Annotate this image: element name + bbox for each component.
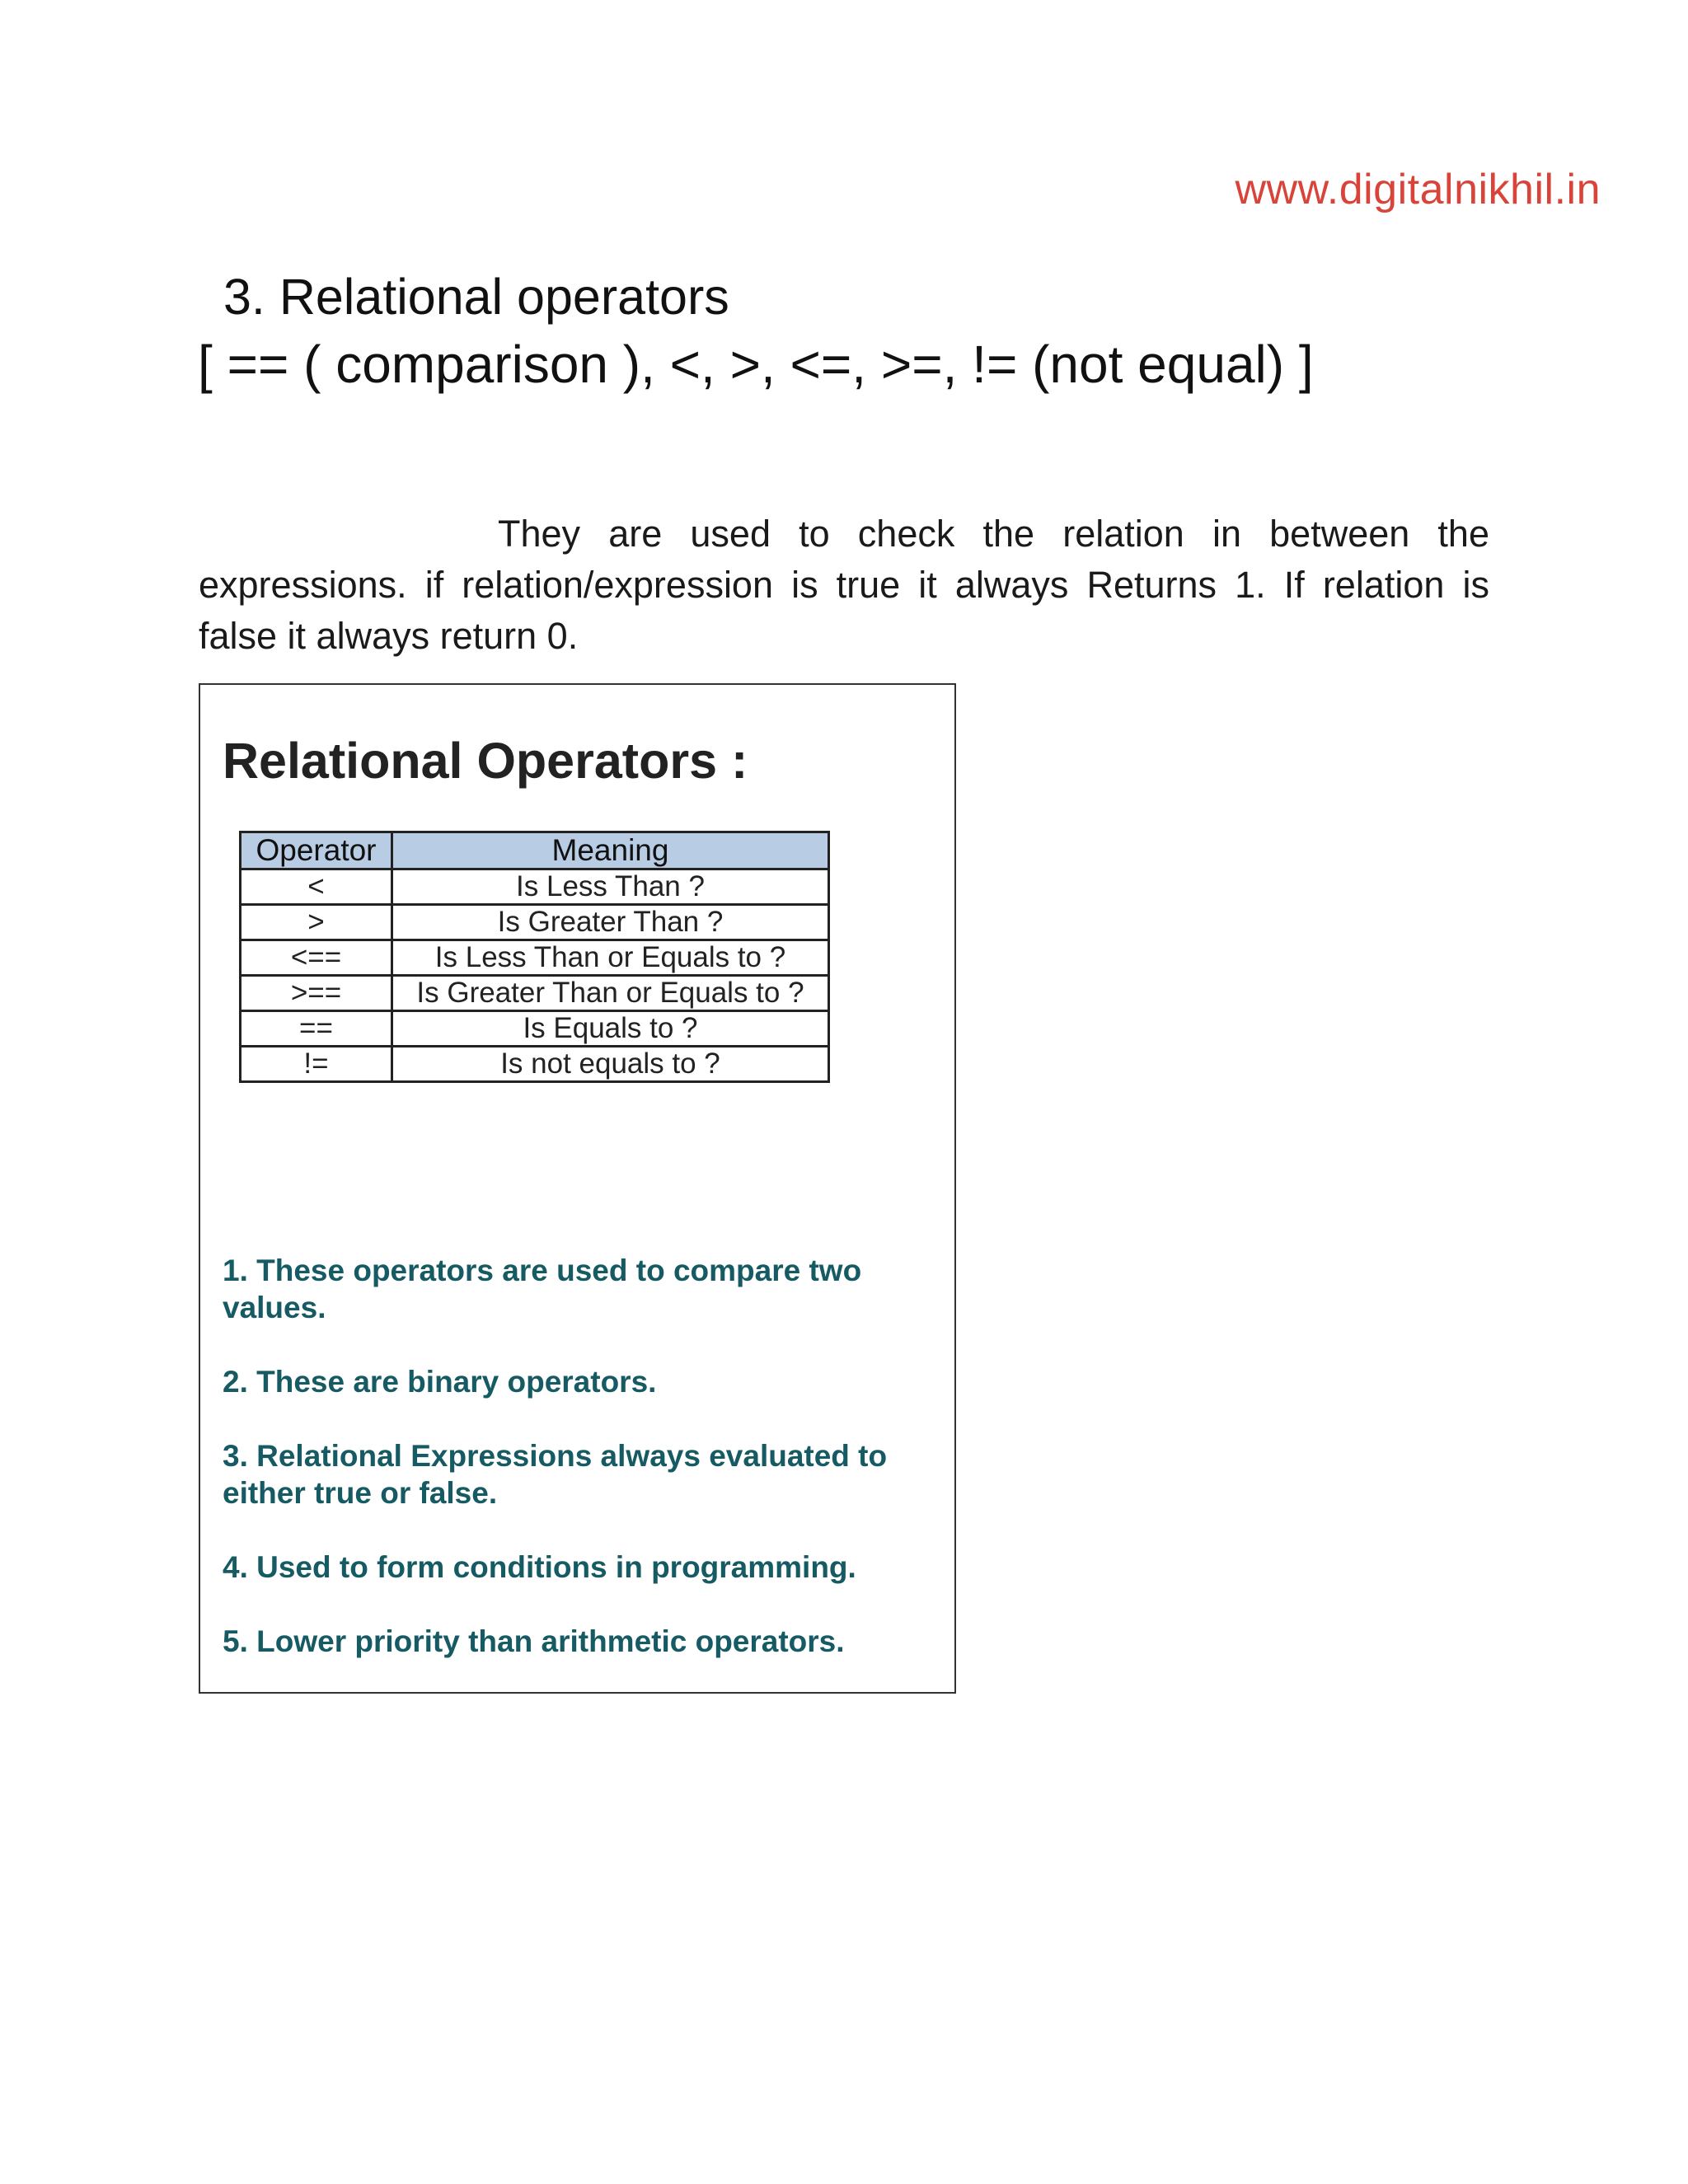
list-item: 2. These are binary operators. [223, 1365, 657, 1399]
operator-cell: != [241, 1047, 392, 1082]
section-title: 3. Relational operators [223, 269, 729, 325]
figure-heading: Relational Operators : [223, 733, 748, 789]
meaning-cell: Is not equals to ? [392, 1047, 829, 1082]
table-row [241, 905, 829, 940]
table-row [241, 1047, 829, 1082]
operator-cell: == [241, 1011, 392, 1047]
meaning-cell: Is Greater Than or Equals to ? [392, 976, 829, 1011]
operator-cell: < [241, 869, 392, 905]
operator-cell: <== [241, 940, 392, 976]
list-item: 5. Lower priority than arithmetic operators. [223, 1624, 845, 1658]
operator-table [239, 831, 830, 1083]
list-item: 1. These operators are used to compare two values. [223, 1254, 862, 1324]
list-item: 3. Relational Expressions always evaluated to either true or false. [223, 1439, 888, 1510]
column-header-meaning: Meaning [392, 832, 829, 869]
table-row [241, 976, 829, 1011]
column-header-operator: Operator [241, 832, 392, 869]
table-row [241, 940, 829, 976]
meaning-cell: Is Greater Than ? [392, 905, 829, 940]
key-points-list [223, 1252, 907, 1697]
meaning-cell: Is Less Than ? [392, 869, 829, 905]
meaning-cell: Is Less Than or Equals to ? [392, 940, 829, 976]
table-row [241, 1011, 829, 1047]
operator-cell: > [241, 905, 392, 940]
operator-summary: [ == ( comparison ), <, >, <=, >=, != (not equal) ] [198, 335, 1314, 394]
meaning-cell: Is Equals to ? [392, 1011, 829, 1047]
list-item: 4. Used to form conditions in programming. [223, 1550, 856, 1584]
operator-cell: >== [241, 976, 392, 1011]
table-row [241, 869, 829, 905]
relational-operators-figure [199, 683, 956, 1694]
site-url-link[interactable]: www.digitalnikhil.in [1235, 166, 1601, 213]
table-header-row [241, 832, 829, 869]
intro-paragraph: They are used to check the relation in between the expressions. if relation/expression is true it always Returns 1. If relation is false it always return 0. [199, 513, 1489, 657]
